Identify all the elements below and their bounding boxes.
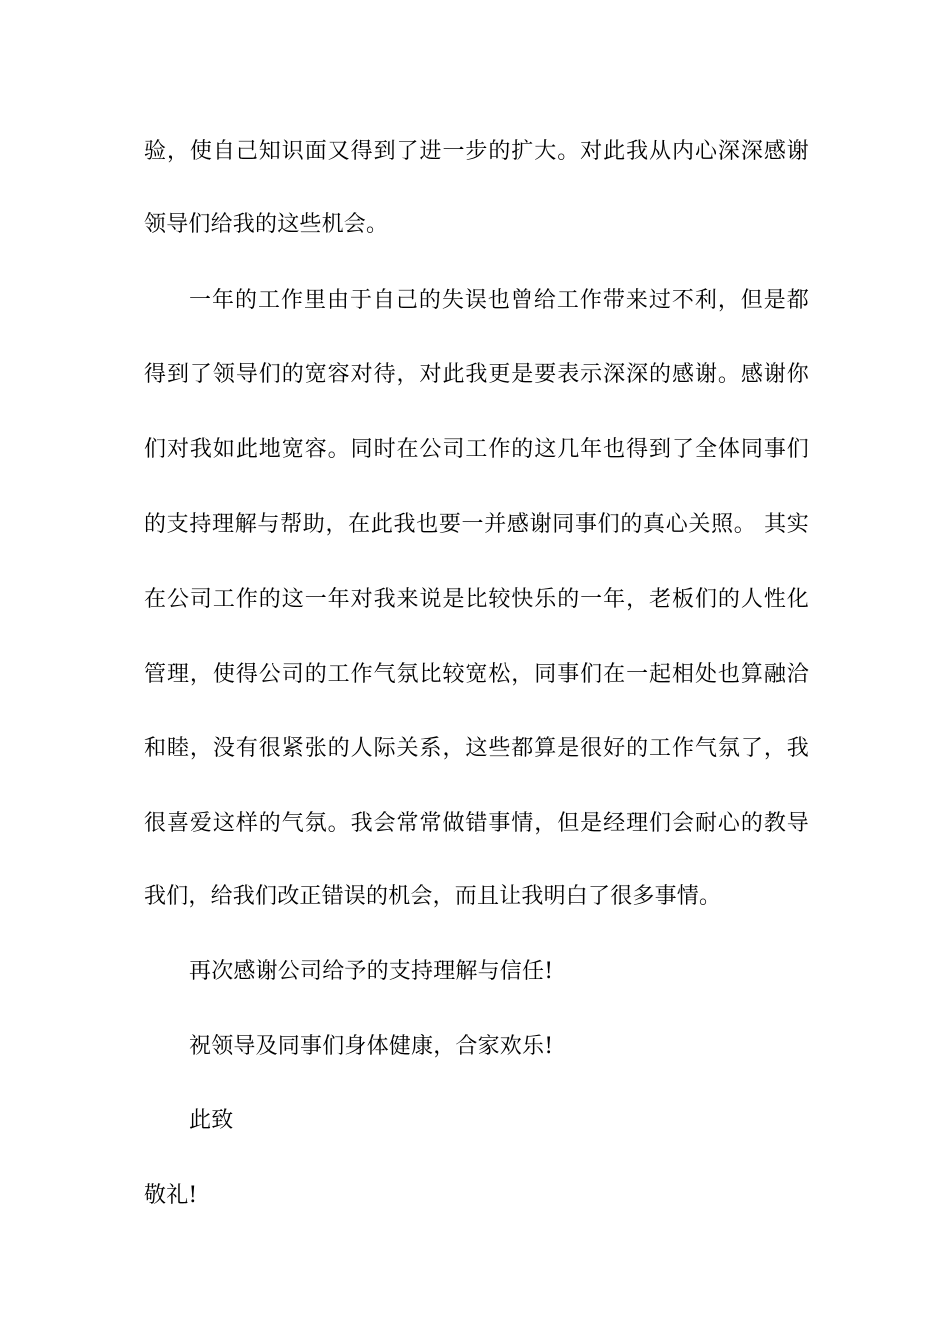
- body-text-line: 领导们给我的这些机会。: [144, 212, 389, 237]
- thanks-line: 再次感谢公司给予的支持理解与信任!: [189, 959, 554, 984]
- body-text-line: 们对我如此地宽容。同时在公司工作的这几年也得到了全体同事们: [144, 437, 809, 462]
- body-text-line: 很喜爱这样的气氛。我会常常做错事情，但是经理们会耐心的教导: [144, 811, 809, 836]
- body-text-line: 在公司工作的这一年对我来说是比较快乐的一年，老板们的人性化: [144, 587, 809, 612]
- closing-regards: 敬礼!: [144, 1183, 198, 1208]
- body-text-line: 管理，使得公司的工作气氛比较宽松，同事们在一起相处也算融洽: [144, 662, 809, 687]
- body-text-line: 验，使自己知识面又得到了进一步的扩大。对此我从内心深深感谢: [144, 139, 809, 164]
- body-text-line: 的支持理解与帮助，在此我也要一并感谢同事们的真心关照。 其实: [144, 512, 809, 537]
- wishes-line: 祝领导及同事们身体健康，合家欢乐!: [189, 1034, 554, 1059]
- body-text-line: 和睦，没有很紧张的人际关系，这些都算是很好的工作气氛了，我: [144, 736, 809, 761]
- body-text-line: 我们，给我们改正错误的机会，而且让我明白了很多事情。: [144, 884, 722, 909]
- body-text-line: 得到了领导们的宽容对待，对此我更是要表示深深的感谢。感谢你: [144, 362, 809, 387]
- closing-salutation: 此致: [189, 1108, 234, 1133]
- paragraph-first-line: 一年的工作里由于自己的失误也曾给工作带来过不利，但是都: [189, 288, 809, 313]
